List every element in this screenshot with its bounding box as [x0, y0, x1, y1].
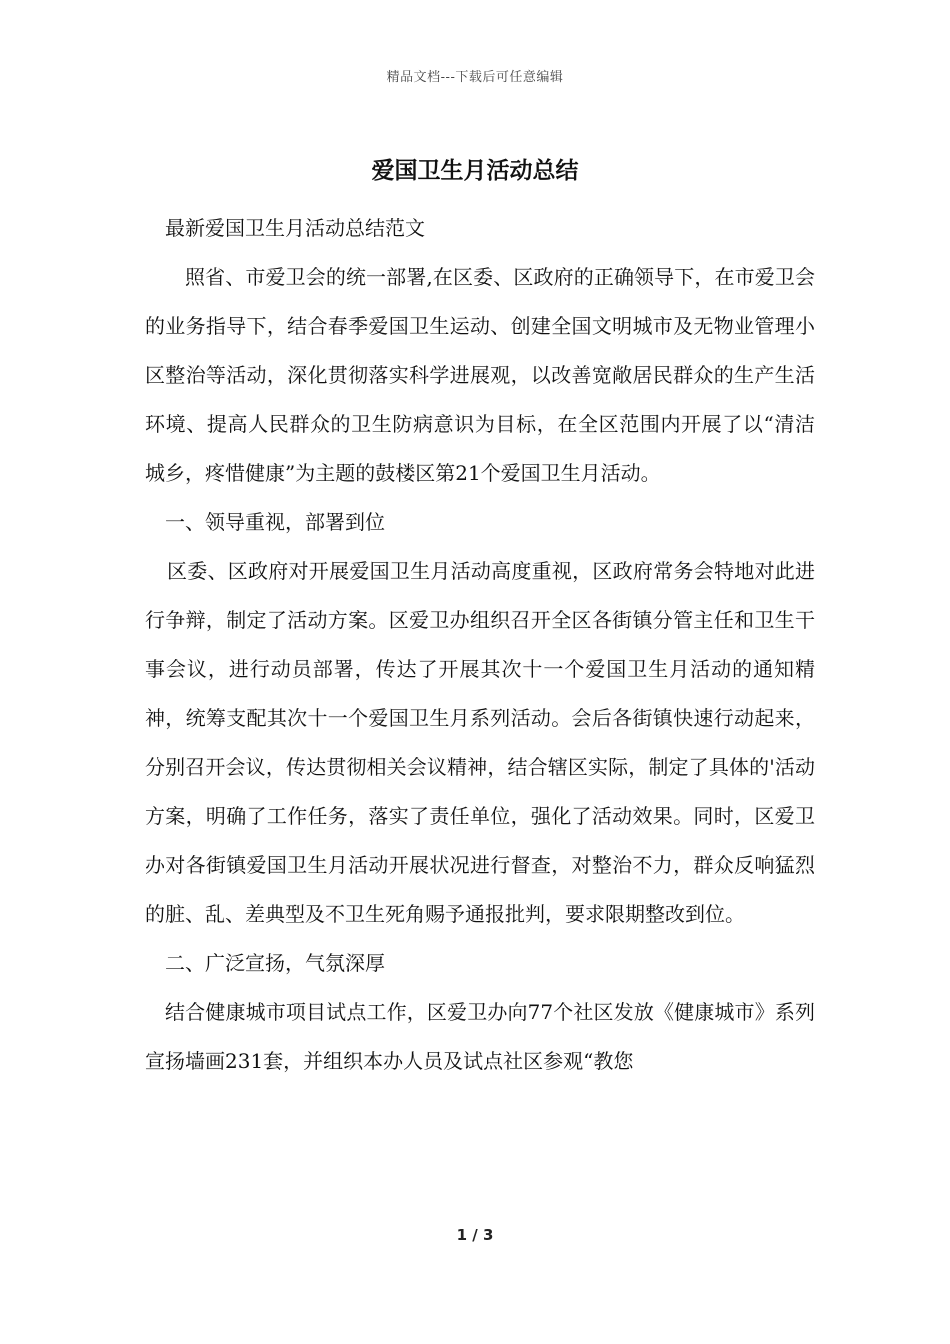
paragraph-section-1: 区委、区政府对开展爱国卫生月活动高度重视，区政府常务会特地对此进行争辩，制定了活动方案。区爱卫办组织召开全区各街镇分管主任和卫生干事会议，进行动员部署，传达了开展其次十一个爱国卫生月活动的通知精神，统筹支配其次十一个爱国卫生月系列活动。会后各街镇快速行动起来，分别召开会议，传达贯彻相关会议精神，结合辖区实际，制定了具体的'活动方案，明确了工作任务，落实了责任单位，强化了活动效果。同时，区爱卫办对各街镇爱国卫生月活动开展状况进行督查，对整治不力，群众反响猛烈的脏、乱、差典型及不卫生死角赐予通报批判，要求限期整改到位。: [145, 559, 815, 926]
document-subtitle: 最新爱国卫生月活动总结范文: [165, 216, 425, 240]
section-heading-2: 二、广泛宣扬，气氛深厚: [165, 951, 385, 975]
paragraph-section-2: 结合健康城市项目试点工作，区爱卫办向77个社区发放《健康城市》系列宣扬墙画231套，并组织本办人员及试点社区参观“教您: [145, 1000, 815, 1073]
page-header: 精品文档---下载后可任意编辑: [386, 70, 564, 85]
paragraph-intro: 照省、市爱卫会的统一部署,在区委、区政府的正确领导下，在市爱卫会的业务指导下，结合春季爱国卫生运动、创建全国文明城市及无物业管理小区整治等活动，深化贯彻落实科学进展观，以改善宽敞居民群众的生产生活环境、提高人民群众的卫生防病意识为目标，在全区范围内开展了以“清洁城乡，疼惜健康”为主题的鼓楼区第21个爱国卫生月活动。: [145, 265, 815, 485]
document-body: [145, 204, 815, 1086]
page-number: 1 / 3: [456, 1226, 494, 1244]
section-heading-1: 一、领导重视，部署到位: [165, 510, 385, 534]
document-title: 爱国卫生月活动总结: [371, 157, 579, 184]
